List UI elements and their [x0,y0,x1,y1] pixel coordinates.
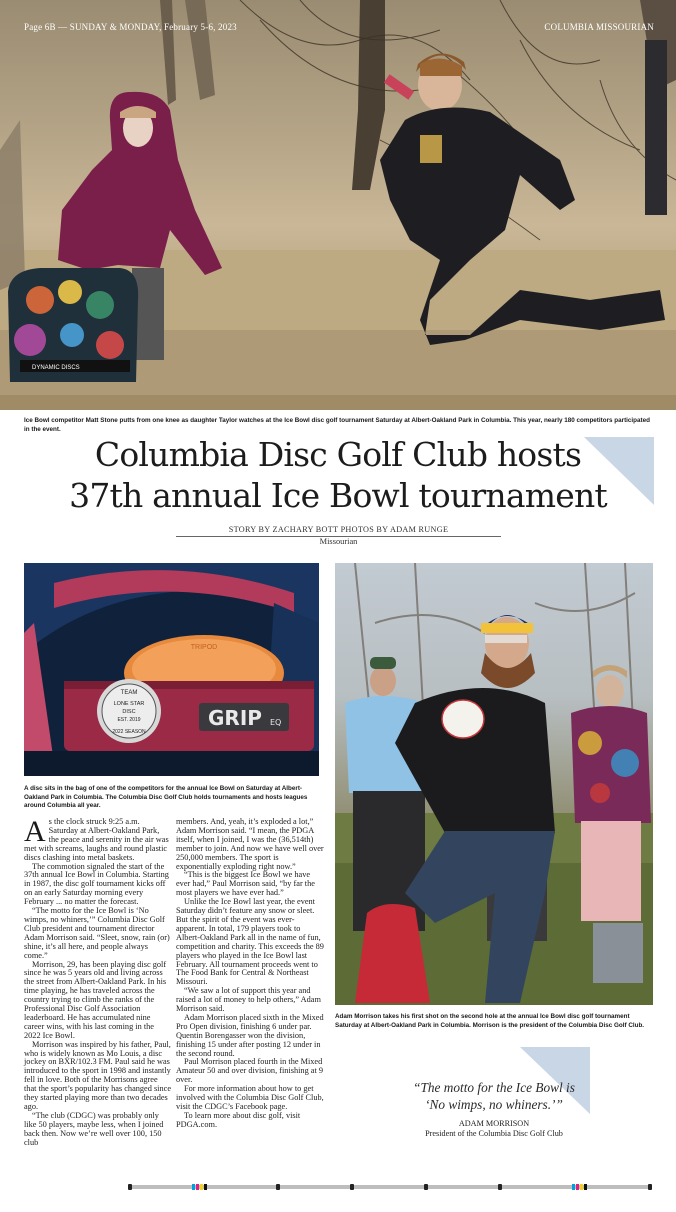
registration-color-black [204,1184,207,1190]
patch-line-5: 2022 SEASON [112,729,146,735]
article-paragraph: The commotion signaled the start of the 37th annual Ice Bowl in Columbia. Starting in 1987, the disc golf tournament kicks off on an early Saturday morning every February ... no matter the forecast. [24,861,169,907]
registration-mark [350,1184,354,1190]
pull-quote-title: President of the Columbia Disc Golf Club [425,1129,563,1138]
registration-mark [648,1184,652,1190]
patch-line-3: DISC [122,709,136,715]
bag-photo-caption: A disc sits in the bag of one of the competitors for the annual Ice Bowl on Saturday at Albert-Oakland Park in Columbia. The Columbia Disc Golf Club holds tournaments and hosts leagues around Columbia all year. [24,785,308,810]
registration-color-yellow [200,1184,203,1190]
article-paragraph: “The club (CDGC) was probably only like 50 players, maybe less, when I joined back then. Now we’re well over 100, 150 club [24,1110,164,1147]
dropcap: A [24,815,46,848]
article-paragraph: For more information about how to get involved with the Columbia Disc Golf Club, visit the CDGC’s Facebook page. [176,1084,324,1111]
strap-sub-text: EQ [270,718,282,727]
strap-brand-text: GRIP [208,706,262,730]
registration-color-magenta [576,1184,579,1190]
article-paragraph: “The motto for the Ice Bowl is ‘No wimps, no whiners,’” Columbia Disc Golf Club president and tournament director Adam Morrison said. “Sleet, snow, rain (or) shine, it’s all here, and people always come.” [24,906,170,960]
article-column-2 [176,818,324,1130]
print-registration-bar [128,1185,652,1189]
article-column-1 [24,815,172,1148]
article-paragraph: Morrison, 29, has been playing disc golf since he was 5 years old and living across the street from Albert-Oakland Park. In his time playing, he has traveled across the country trying to climb the ranks of the Professional Disc Golf Association leaderboard. He has accumulated nine career wins, with his last coming in the 2022 Ice Bowl. [24,959,167,1040]
thrower-photo [335,563,653,1005]
article-paragraph: “This is the biggest Ice Bowl we have ever had,” Paul Morrison said, “by far the most players we have ever had.” [176,870,315,898]
article-paragraph: Morrison was inspired by his father, Paul, who is widely known as Mo Louis, a disc jockey on BXR/102.3 FM. Paul said he was introduced to the sport in 1998 and instantly fell in love. Both of the Morrisons agree that the sport’s popularity has changed since they started playing more than two decades ago. [24,1039,172,1111]
registration-mark [276,1184,280,1190]
article-paragraph: Paul Morrison placed fourth in the Mixed Amateur 50 and over division, finishing at 9 over. [176,1057,324,1085]
thrower-photo-illustration [335,563,653,1005]
byline: STORY BY ZACHARY BOTT PHOTOS BY ADAM RUNGE [228,525,449,534]
patch-line-1: TEAM [120,690,138,696]
article-paragraph [24,815,171,863]
disc-brand-text: TRIPOD [190,644,218,651]
registration-color-cyan [192,1184,195,1190]
registration-mark [424,1184,428,1190]
registration-mark [128,1184,132,1190]
headline-line1: Columbia Disc Golf Club hosts [94,435,582,474]
article-lead: s the clock struck 9:25 a.m. Saturday at Albert-Oakland Park, the peace and serenity in the air was met with screams, laughs and round plastic discs clashing into metal baskets. [24,817,169,862]
registration-color-black [584,1184,587,1190]
registration-color-magenta [196,1184,199,1190]
pull-quote-name: ADAM MORRISON [458,1119,530,1128]
headline [60,434,616,516]
bag-photo-illustration [24,563,319,776]
byline-org: Missourian [319,537,358,546]
hero-photo [0,0,676,410]
registration-mark [498,1184,502,1190]
article-paragraph: members. And, yeah, it’s exploded a lot,” Adam Morrison said. “I mean, the PDGA itself, when I joined, I was the (36,514th) member to join. And now we have well over 250,000 members. The sport is exponentially exploding right now.” [176,817,324,871]
pull-quote: “The motto for the Ice Bowl is ‘No wimps, no whiners.’” [413,1080,575,1112]
folio-left: Page 6B — SUNDAY & MONDAY, February 5-6, 2023 [24,22,237,32]
thrower-photo-caption: Adam Morrison takes his first shot on the second hole at the annual Ice Bowl disc golf tournament Saturday at Albert-Oakland Park in Columbia. Morrison is the president of the Columbia Disc Golf Club. [335,1013,645,1029]
folio-right: COLUMBIA MISSOURIAN [544,22,654,32]
patch-line-2: LONE STAR [113,701,145,707]
article-paragraph: Unlike the Ice Bowl last year, the event Saturday didn’t feature any snow or sleet. But the spirit of the event was ever-apparent. In total, 179 players took to Albert-Oakland Park all in the name of fun, competition and charity. This exceeds the 89 players who played in the Ice Bowl last February. All tournament proceeds went to The Food Bank for Central & Northeast Missouri. [176,897,324,987]
patch-line-4: EST. 2019 [117,717,141,723]
bag-photo [24,563,319,776]
bag-brand-text: DYNAMIC DISCS [32,365,80,371]
headline-line2: 37th annual Ice Bowl tournament [69,476,607,515]
article-paragraph: “We saw a lot of support this year and raised a lot of money to help others,” Adam Morrison said. [176,986,321,1014]
article-paragraph: Adam Morrison placed sixth in the Mixed Pro Open division, finishing 6 under par. Quentin Borengasser won the division, finishing 15 under after posting 12 under in the second round. [176,1012,324,1058]
registration-color-yellow [580,1184,583,1190]
hero-caption: Ice Bowl competitor Matt Stone putts from one knee as daughter Taylor watches at the Ice Bowl disc golf tournament Saturday at Albert-Oakland Park in Columbia. This year, nearly 180 competitors participated in the event. [24,417,650,433]
hero-photo-illustration [0,0,676,410]
article-paragraph: To learn more about disc golf, visit PDGA.com. [176,1110,301,1129]
registration-color-cyan [572,1184,575,1190]
